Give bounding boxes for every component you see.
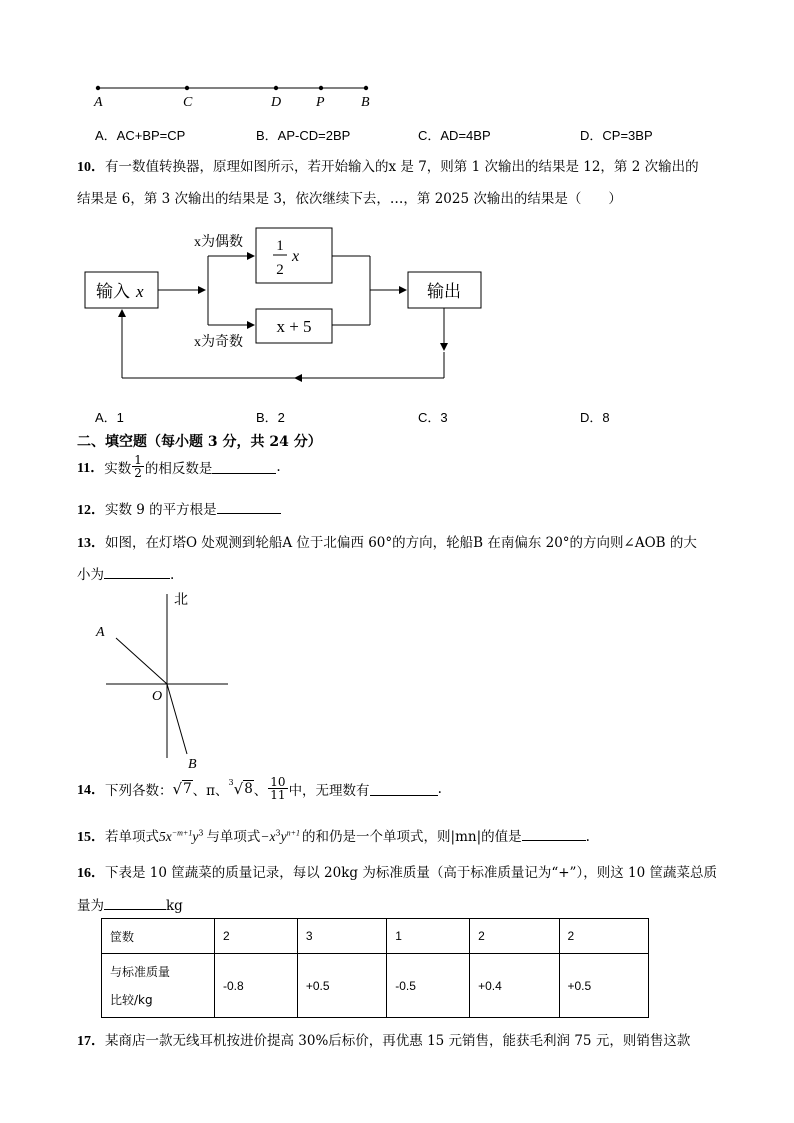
- q17: [77, 1029, 690, 1050]
- q15-term2-exp: 3: [275, 828, 281, 838]
- q11: [77, 454, 281, 479]
- q10-text2: 结果是 6，第 3 次输出的结果是 3，依次继续下去，…，第 2025 次输出的结果是（ ）: [77, 191, 622, 207]
- q16-answer-blank[interactable]: [104, 895, 166, 910]
- q14-answer-blank[interactable]: [370, 781, 438, 796]
- q13-line2: [77, 563, 174, 583]
- q12: [77, 498, 281, 519]
- label-o: O: [152, 689, 163, 704]
- q15-term1-exp: −m+1: [171, 828, 193, 838]
- q11-fraction: [132, 454, 144, 479]
- q12-text: 实数 9 的平方根是: [105, 502, 217, 518]
- north-label: 北: [174, 593, 188, 608]
- q16-line1: [77, 861, 717, 882]
- table-cell: 2: [215, 919, 298, 954]
- point-d: [274, 86, 278, 90]
- q13-answer-blank[interactable]: [104, 564, 170, 579]
- ray-ob: [167, 684, 187, 754]
- q15-end: .: [585, 829, 590, 845]
- q14-number: 14．: [77, 782, 105, 798]
- q12-number: 12．: [77, 503, 105, 518]
- label-b: B: [188, 757, 197, 772]
- q14-cbrt8-radicand: 8: [244, 781, 253, 797]
- plus5-label: x + 5: [276, 317, 312, 336]
- q9-option-a[interactable]: A．AC+BP=CP: [95, 128, 186, 143]
- table-cell: -0.8: [215, 954, 298, 1018]
- label-p: P: [316, 95, 325, 110]
- q15-pre: 若单项式: [105, 829, 159, 845]
- q16-text1: 下表是 10 筐蔬菜的质量记录，每以 20kg 为标准质量（高于标准质量记为“+”），则这 10 筐蔬菜总质: [105, 865, 717, 881]
- table-cell: 3: [297, 919, 386, 954]
- row2-label-line2: 比较/kg: [110, 992, 153, 1007]
- q14-sqrt7: [173, 780, 193, 798]
- q14: [77, 776, 442, 801]
- q15-term2-yexp: n+1: [286, 828, 301, 838]
- q10-line1: [77, 155, 699, 176]
- q15: [77, 825, 590, 846]
- q10-number: 10．: [77, 160, 105, 175]
- q15-post2: 的值是: [481, 829, 522, 845]
- table-cell: +0.5: [559, 954, 649, 1018]
- table-cell: 2: [470, 919, 559, 954]
- q11-frac-den: 2: [134, 466, 142, 480]
- q9-option-b[interactable]: B．AP-CD=2BP: [256, 128, 351, 143]
- input-var: x: [136, 282, 144, 301]
- q13-number: 13．: [77, 536, 105, 551]
- table-row: [102, 919, 649, 954]
- q14-sep1: 、π、: [192, 782, 229, 799]
- label-b: B: [361, 95, 370, 110]
- table-cell: -0.5: [387, 954, 470, 1018]
- q14-cbrt8: [229, 780, 254, 798]
- q14-pre: 下列各数：: [105, 782, 173, 799]
- even-label: x为偶数: [194, 235, 243, 250]
- output-label: 输出: [427, 282, 461, 301]
- compass-figure: [90, 588, 240, 773]
- q11-post: 的相反数是: [144, 460, 213, 477]
- cbrt-icon: √: [233, 779, 244, 798]
- q17-number: 17．: [77, 1034, 105, 1049]
- table-cell: +0.4: [470, 954, 559, 1018]
- row2-label-line1: 与标准质量: [110, 964, 171, 979]
- q17-text: 某商店一款无线耳机按进价提高 30%后标价，再优惠 15 元销售，能获毛利润 75 元，则销售这款: [105, 1033, 691, 1049]
- point-b: [364, 86, 368, 90]
- q15-term1-yexp: 3: [198, 828, 204, 838]
- table-cell: 2: [559, 919, 649, 954]
- label-c: C: [183, 95, 193, 110]
- q15-mid: 与单项式: [206, 829, 261, 845]
- q14-frac-den: 11: [270, 788, 286, 802]
- q10-option-b[interactable]: B．2: [256, 410, 285, 425]
- q15-abs: |mn|: [450, 829, 482, 845]
- table-cell: 1: [387, 919, 470, 954]
- q12-answer-blank[interactable]: [217, 499, 281, 514]
- q9-option-d[interactable]: D．CP=3BP: [580, 128, 653, 143]
- q14-sep2: 、: [253, 782, 268, 799]
- q11-frac-num: 1: [134, 453, 142, 467]
- line-segment-figure: [80, 78, 390, 110]
- q15-number: 15．: [77, 830, 105, 845]
- q10-option-a[interactable]: A．1: [95, 410, 124, 425]
- table-cell: +0.5: [297, 954, 386, 1018]
- q15-post: 的和仍是一个单项式，则: [302, 829, 451, 845]
- q14-cbrt-index: 3: [228, 778, 234, 787]
- q15-term1: 5x: [159, 829, 172, 844]
- half-numerator: 1: [276, 238, 284, 254]
- q15-term2-y: y: [280, 829, 287, 844]
- sqrt-icon: √: [172, 779, 183, 798]
- q13-text2: 小为: [77, 567, 104, 583]
- q16-text2: 量为: [77, 898, 104, 914]
- q13-end: .: [170, 567, 175, 583]
- vegetable-table: [101, 918, 649, 1018]
- table-row: [102, 954, 649, 1018]
- q13-text1: 如图，在灯塔O 处观测到轮船A 位于北偏西 60°的方向，轮船B 在南偏东 20°的方向则∠AOB 的大: [105, 535, 697, 551]
- q16-line2: [77, 894, 183, 914]
- point-c: [185, 86, 189, 90]
- q15-term1-y: y: [192, 829, 199, 844]
- q14-frac-num: 10: [270, 775, 286, 789]
- q16-number: 16．: [77, 866, 105, 881]
- row1-label: 筐数: [102, 919, 215, 954]
- q11-answer-blank[interactable]: [212, 459, 276, 474]
- q15-answer-blank[interactable]: [522, 826, 586, 841]
- q13-line1: [77, 531, 697, 552]
- q15-term2: −x: [260, 829, 276, 844]
- q11-number: 11．: [77, 460, 105, 476]
- q10-option-d[interactable]: D．8: [580, 410, 610, 425]
- q10-text1: 有一数值转换器，原理如图所示，若开始输入的x 是 7，则第 1 次输出的结果是 12，第 2 次输出的: [105, 159, 699, 175]
- half-var: x: [292, 248, 300, 265]
- ray-oa: [116, 638, 167, 684]
- q10-option-c[interactable]: C．3: [418, 410, 448, 425]
- odd-label: x为奇数: [194, 335, 243, 350]
- q9-option-c[interactable]: C．AD=4BP: [418, 128, 491, 143]
- row2-label: [102, 954, 215, 1018]
- point-a: [96, 86, 100, 90]
- q16-unit: kg: [166, 898, 183, 914]
- q14-end: .: [437, 780, 442, 797]
- half-denominator: 2: [276, 262, 284, 278]
- q14-sqrt7-radicand: 7: [183, 781, 192, 797]
- q14-post: 中，无理数有: [288, 782, 370, 799]
- label-a: A: [96, 625, 105, 640]
- q14-fraction: [268, 776, 287, 801]
- converter-flowchart: [80, 222, 490, 387]
- label-d: D: [271, 95, 282, 110]
- q11-pre: 实数: [104, 460, 132, 477]
- input-label: 输入: [96, 282, 130, 301]
- label-a: A: [94, 95, 103, 110]
- section-heading: 二、填空题（每小题 3 分，共 24 分）: [77, 434, 322, 450]
- point-p: [319, 86, 323, 90]
- q11-end: .: [276, 458, 281, 475]
